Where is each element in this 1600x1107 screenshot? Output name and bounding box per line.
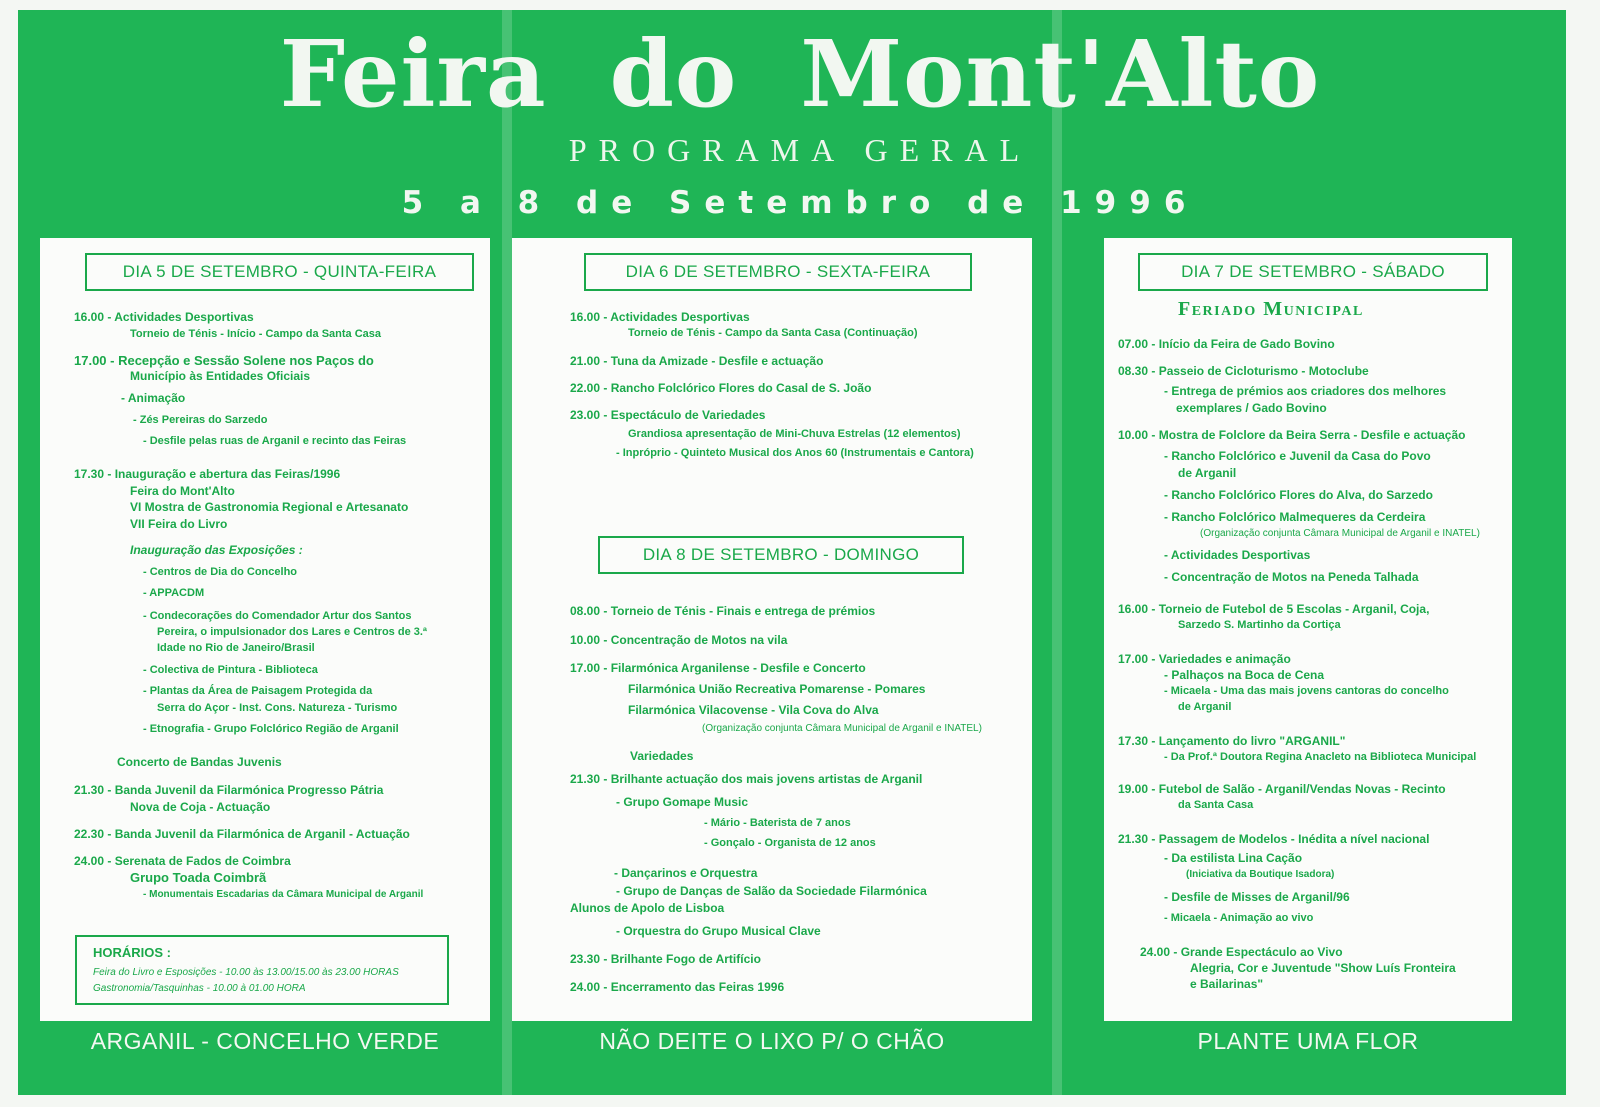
schedule-line: - Rancho Folclórico Malmequeres da Cerdeira [1164, 510, 1426, 524]
schedule-line: 08.00 - Torneio de Ténis - Finais e entrega de prémios [570, 604, 876, 618]
schedule-line: - Zés Pereiras do Sarzedo [133, 414, 268, 426]
footer-slogan-center: NÃO DEITE O LIXO P/ O CHÃO [599, 1028, 945, 1054]
day-5-heading: DIA 5 DE SETEMBRO - QUINTA-FEIRA [85, 253, 474, 291]
brochure-subtitle: PROGRAMA GERAL [568, 132, 1032, 168]
schedule-line: Idade no Rio de Janeiro/Brasil [157, 642, 315, 654]
opening-hours-box [75, 935, 449, 1005]
schedule-line: Grupo Toada Coimbrã [130, 870, 267, 885]
schedule-line: Filarmónica União Recreativa Pomarense - Pomares [628, 682, 926, 696]
schedule-line: - APPACDM [143, 587, 205, 599]
schedule-line: - Desfile pelas ruas de Arganil e recinto das Feiras [143, 435, 407, 447]
schedule-line: 07.00 - Início da Feira de Gado Bovino [1118, 337, 1335, 351]
event-dates: 5 a 8 de Setembro de 1996 [401, 185, 1199, 221]
schedule-line: exemplares / Gado Bovino [1176, 401, 1327, 415]
schedule-line: - Gonçalo - Organista de 12 anos [704, 837, 876, 849]
schedule-line: 22.30 - Banda Juvenil da Filarmónica de Arganil - Actuação [74, 827, 410, 841]
schedule-line: 10.00 - Mostra de Folclore da Beira Serra - Desfile e actuação [1118, 428, 1466, 442]
schedule-line: Inauguração das Exposições : [130, 543, 303, 557]
schedule-line: Torneio de Ténis - Início - Campo da Santa Casa [130, 328, 382, 340]
schedule-line: - Da estilista Lina Cação [1164, 851, 1303, 865]
schedule-line: - Colectiva de Pintura - Biblioteca [143, 664, 318, 676]
panel-day-5 [40, 238, 490, 1021]
schedule-line: - Orquestra do Grupo Musical Clave [616, 924, 821, 938]
schedule-line: de Arganil [1178, 466, 1237, 480]
schedule-line: 17.00 - Recepção e Sessão Solene nos Paços do [74, 353, 374, 368]
schedule-line: - Actividades Desportivas [1164, 548, 1311, 562]
schedule-line: - Etnografia - Grupo Folclórico Região de Arganil [143, 723, 399, 735]
schedule-line: - Mário - Baterista de 7 anos [704, 817, 851, 829]
opening-hours-title: HORÁRIOS : [93, 945, 171, 960]
schedule-line: - Desfile de Misses de Arganil/96 [1164, 890, 1350, 904]
schedule-line: Feira do Mont'Alto [130, 484, 235, 498]
schedule-line: Alunos de Apolo de Lisboa [570, 901, 725, 915]
schedule-line: 16.00 - Actividades Desportivas [74, 310, 254, 324]
schedule-line: 24.00 - Serenata de Fados de Coimbra [74, 854, 291, 868]
schedule-line: Pereira, o impulsionador dos Lares e Centros de 3.ª [157, 626, 427, 638]
schedule-line: - Micaela - Animação ao vivo [1164, 912, 1314, 924]
schedule-line: Município às Entidades Oficiais [130, 369, 311, 383]
schedule-line: Variedades [630, 749, 694, 763]
footer-slogan-right: PLANTE UMA FLOR [1197, 1028, 1419, 1054]
schedule-line: - Dançarinos e Orquestra [614, 866, 758, 880]
fold-crease-left [502, 10, 512, 1095]
day-7-heading: DIA 7 DE SETEMBRO - SÁBADO [1138, 253, 1488, 291]
schedule-line: 21.00 - Tuna da Amizade - Desfile e actuação [570, 354, 824, 368]
schedule-line: - Rancho Folclórico e Juvenil da Casa do Povo [1164, 449, 1431, 463]
schedule-line: 23.30 - Brilhante Fogo de Artifício [570, 952, 761, 966]
day-8-heading: DIA 8 DE SETEMBRO - DOMINGO [598, 536, 964, 574]
schedule-line: - Entrega de prémios aos criadores dos melhores [1164, 384, 1447, 398]
schedule-line: 21.30 - Passagem de Modelos - Inédita a nível nacional [1118, 832, 1430, 846]
schedule-line: - Condecorações do Comendador Artur dos Santos [143, 610, 412, 622]
opening-hours-line: Gastronomia/Tasquinhas - 10.00 à 01.00 HORA [93, 983, 306, 994]
schedule-line: Concerto de Bandas Juvenis [117, 755, 282, 769]
schedule-line: - Da Prof.ª Doutora Regina Anacleto na Biblioteca Municipal [1164, 751, 1477, 763]
schedule-line: - Inpróprio - Quinteto Musical dos Anos 60 (Instrumentais e Cantora) [616, 447, 974, 459]
schedule-line: Filarmónica Vilacovense - Vila Cova do Alva [628, 703, 879, 717]
opening-hours-line: Feira do Livro e Esposições - 10.00 às 13.00/15.00 às 23.00 HORAS [93, 967, 399, 978]
schedule-line: 24.00 - Encerramento das Feiras 1996 [570, 980, 785, 994]
schedule-line: da Santa Casa [1178, 799, 1254, 811]
schedule-line: 21.30 - Banda Juvenil da Filarmónica Progresso Pátria [74, 783, 384, 797]
schedule-line: VII Feira do Livro [130, 517, 228, 531]
schedule-line: 17.00 - Variedades e animação [1118, 652, 1291, 666]
schedule-line: 21.30 - Brilhante actuação dos mais jovens artistas de Arganil [570, 772, 923, 786]
schedule-line: 19.00 - Futebol de Salão - Arganil/Vendas Novas - Recinto [1118, 782, 1446, 796]
schedule-line: (Iniciativa da Boutique Isadora) [1186, 869, 1335, 880]
schedule-line: 16.00 - Torneio de Futebol de 5 Escolas - Arganil, Coja, [1118, 602, 1430, 616]
schedule-line: de Arganil [1178, 701, 1232, 713]
schedule-line: Sarzedo S. Martinho da Cortiça [1178, 619, 1341, 631]
schedule-line: (Organização conjunta Câmara Municipal de Arganil e INATEL) [1200, 528, 1480, 539]
day-6-heading: DIA 6 DE SETEMBRO - SEXTA-FEIRA [584, 253, 972, 291]
schedule-line: Nova de Coja - Actuação [130, 800, 271, 814]
schedule-line: - Animação [121, 391, 186, 405]
schedule-line: 10.00 - Concentração de Motos na vila [570, 633, 788, 647]
schedule-line: - Rancho Folclórico Flores do Alva, do Sarzedo [1164, 488, 1433, 502]
schedule-line: 22.00 - Rancho Folclórico Flores do Casal de S. João [570, 381, 872, 395]
schedule-line: 16.00 - Actividades Desportivas [570, 310, 750, 324]
schedule-line: 17.00 - Filarmónica Arganilense - Desfile e Concerto [570, 661, 866, 675]
schedule-line: Torneio de Ténis - Campo da Santa Casa (Continuação) [628, 327, 918, 339]
schedule-line: 24.00 - Grande Espectáculo ao Vivo [1140, 945, 1343, 959]
municipal-holiday-label: Feriado Municipal [1178, 298, 1364, 320]
schedule-line: - Grupo de Danças de Salão da Sociedade Filarmónica [616, 884, 927, 898]
schedule-line: - Palhaços na Boca de Cena [1164, 668, 1325, 682]
schedule-line: - Centros de Dia do Concelho [143, 566, 298, 578]
schedule-line: - Micaela - Uma das mais jovens cantoras do concelho [1164, 685, 1449, 697]
schedule-line: - Plantas da Área de Paisagem Protegida da [143, 685, 373, 697]
schedule-line: - Monumentais Escadarias da Câmara Municipal de Arganil [143, 889, 424, 900]
panel-day-6-and-8 [512, 238, 1032, 1021]
schedule-line: (Organização conjunta Câmara Municipal de Arganil e INATEL) [702, 723, 982, 734]
brochure-title: Feira do Mont'Alto [279, 20, 1321, 128]
schedule-line: Grandiosa apresentação de Mini-Chuva Estrelas (12 elementos) [628, 428, 961, 440]
schedule-line: Alegria, Cor e Juventude "Show Luís Fronteira [1190, 961, 1456, 975]
schedule-line: e Bailarinas" [1190, 977, 1264, 991]
footer-slogan-left: ARGANIL - CONCELHO VERDE [90, 1028, 440, 1054]
schedule-line: 08.30 - Passeio de Cicloturismo - Motoclube [1118, 364, 1369, 378]
schedule-line: - Grupo Gomape Music [616, 795, 749, 809]
schedule-line: 23.00 - Espectáculo de Variedades [570, 408, 766, 422]
schedule-line: VI Mostra de Gastronomia Regional e Artesanato [130, 500, 409, 514]
schedule-line: Serra do Açor - Inst. Cons. Natureza - Turismo [157, 702, 398, 714]
schedule-line: 17.30 - Inauguração e abertura das Feiras/1996 [74, 467, 341, 481]
schedule-line: 17.30 - Lançamento do livro "ARGANIL" [1118, 734, 1346, 748]
panel-day-7 [1104, 238, 1512, 1021]
fold-crease-right [1052, 10, 1062, 1095]
schedule-line: - Concentração de Motos na Peneda Talhada [1164, 570, 1419, 584]
